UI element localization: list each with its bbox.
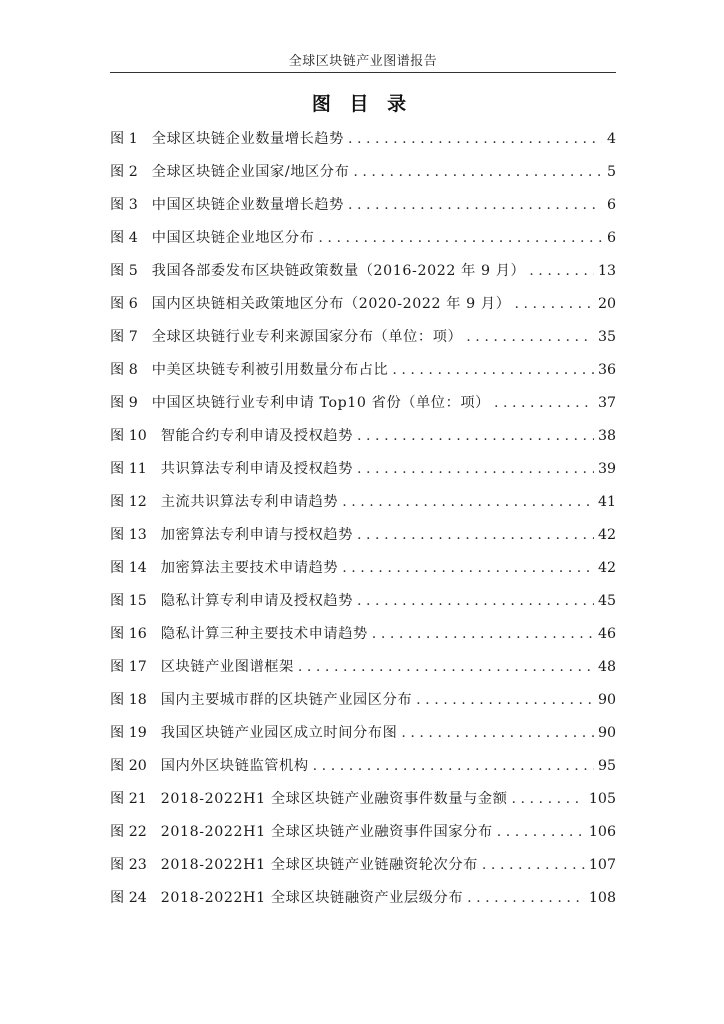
dot-leader [401,717,594,750]
page-number: 46 [597,626,616,642]
dot-leader [466,321,594,354]
figure-list [110,123,616,915]
toc-entry[interactable] [110,552,616,585]
figure-caption: 隐私计算专利申请及授权趋势 [160,593,354,609]
figure-caption: 2018-2022H1 全球区块链产业融资事件数量与金额 [160,791,508,807]
figure-number: 图 23 [110,857,147,873]
page-number: 36 [597,362,616,378]
toc-entry[interactable] [110,486,616,519]
page-number: 5 [606,164,616,180]
toc-entry[interactable] [110,519,616,552]
page-number: 95 [597,758,616,774]
dot-leader [482,849,585,882]
figure-caption: 主流共识算法专利申请趋势 [160,494,339,510]
figure-caption: 共识算法专利申请及授权趋势 [160,461,354,477]
figure-number: 图 1 [110,131,138,147]
page-number: 42 [597,560,616,576]
dot-leader [357,585,594,618]
figure-number: 图 21 [110,791,147,807]
dot-leader [511,783,584,816]
figure-number: 图 18 [110,692,147,708]
figure-number: 图 2 [110,164,138,180]
figure-caption: 国内外区块链监管机构 [160,758,309,774]
figure-caption: 中国区块链企业地区分布 [151,230,315,246]
figure-caption: 全球区块链行业专利来源国家分布（单位：项） [151,329,463,345]
figure-caption: 中美区块链专利被引用数量分布占比 [151,362,389,378]
page-number: 4 [606,131,616,147]
figure-number: 图 8 [110,362,138,378]
dot-leader [357,420,594,453]
figure-number: 图 3 [110,197,138,213]
figure-caption: 加密算法专利申请与授权趋势 [160,527,354,543]
figure-caption: 区块链产业图谱框架 [160,659,294,675]
dot-leader [348,123,602,156]
dot-leader [342,486,594,519]
dot-leader [357,519,594,552]
page-number: 13 [597,263,616,279]
dot-leader [318,222,602,255]
toc-entry[interactable] [110,816,616,849]
figure-number: 图 6 [110,296,138,312]
figure-caption: 隐私计算三种主要技术申请趋势 [160,626,368,642]
page-number: 6 [606,230,616,246]
figure-caption: 全球区块链企业数量增长趋势 [151,131,344,147]
dot-leader [416,684,594,717]
figure-caption: 我国区块链产业园区成立时间分布图 [160,725,398,741]
page-number: 90 [597,725,616,741]
figure-caption: 我国各部委发布区块链政策数量（2016-2022 年 9 月） [151,263,526,279]
figure-number: 图 12 [110,494,147,510]
figure-caption: 全球区块链企业国家/地区分布 [151,164,350,180]
dot-leader [313,750,594,783]
toc-entry[interactable] [110,255,616,288]
page-number: 107 [588,857,616,873]
figure-number: 图 7 [110,329,138,345]
toc-entry[interactable] [110,321,616,354]
page-number: 105 [588,791,616,807]
page-number: 39 [597,461,616,477]
running-header: 全球区块链产业图谱报告 [288,54,438,69]
dot-leader [353,156,602,189]
toc-entry[interactable] [110,156,616,189]
figure-number: 图 9 [110,395,138,411]
dot-leader [372,618,594,651]
page-number: 41 [597,494,616,510]
dot-leader [494,387,594,420]
toc-entry[interactable] [110,189,616,222]
dot-leader [342,552,594,585]
figure-caption: 2018-2022H1 全球区块链产业链融资轮次分布 [160,857,478,873]
toc-entry[interactable] [110,849,616,882]
dot-leader [298,651,594,684]
toc-entry[interactable] [110,222,616,255]
page-number: 106 [588,824,616,840]
figure-number: 图 10 [110,428,147,444]
figure-caption: 加密算法主要技术申请趋势 [160,560,339,576]
dot-leader [497,816,585,849]
figure-number: 图 19 [110,725,147,741]
figure-number: 图 14 [110,560,147,576]
dot-leader [357,453,594,486]
page-number: 90 [597,692,616,708]
figure-number: 图 24 [110,890,147,906]
page-number: 108 [588,890,616,906]
figure-number: 图 17 [110,659,147,675]
toc-entry[interactable] [110,651,616,684]
dot-leader [515,288,594,321]
toc-entry[interactable] [110,783,616,816]
figure-number: 图 5 [110,263,138,279]
header-rule [110,72,616,73]
figure-number: 图 16 [110,626,147,642]
toc-entry[interactable] [110,585,616,618]
toc-entry[interactable] [110,750,616,783]
page-number: 20 [597,296,616,312]
dot-leader [348,189,602,222]
toc-entry[interactable] [110,453,616,486]
figure-caption: 智能合约专利申请及授权趋势 [160,428,354,444]
toc-entry[interactable] [110,354,616,387]
figure-caption: 2018-2022H1 全球区块链融资产业层级分布 [160,890,464,906]
figure-number: 图 11 [110,461,147,477]
toc-entry[interactable] [110,684,616,717]
page-number: 35 [597,329,616,345]
dot-leader [529,255,594,288]
toc-entry[interactable] [110,288,616,321]
figure-number: 图 22 [110,824,147,840]
toc-entry[interactable] [110,420,616,453]
figure-number: 图 4 [110,230,138,246]
toc-entry[interactable] [110,618,616,651]
figure-number: 图 15 [110,593,147,609]
figure-caption: 中国区块链行业专利申请 Top10 省份（单位：项） [151,395,490,411]
toc-entry[interactable] [110,717,616,750]
figure-caption: 国内区块链相关政策地区分布（2020-2022 年 9 月） [151,296,511,312]
dot-leader [467,882,585,915]
figure-caption: 国内主要城市群的区块链产业园区分布 [160,692,413,708]
figure-caption: 2018-2022H1 全球区块链产业融资事件国家分布 [160,824,493,840]
toc-entry[interactable] [110,387,616,420]
dot-leader [392,354,594,387]
page-number: 45 [597,593,616,609]
page-number: 6 [606,197,616,213]
page-number: 37 [597,395,616,411]
toc-entry[interactable] [110,882,616,915]
page-number: 38 [597,428,616,444]
page-number: 42 [597,527,616,543]
figure-number: 图 20 [110,758,147,774]
figure-caption: 中国区块链企业数量增长趋势 [151,197,344,213]
page-number: 48 [597,659,616,675]
toc-title: 图 目 录 [311,93,413,115]
figure-number: 图 13 [110,527,147,543]
toc-entry[interactable] [110,123,616,156]
